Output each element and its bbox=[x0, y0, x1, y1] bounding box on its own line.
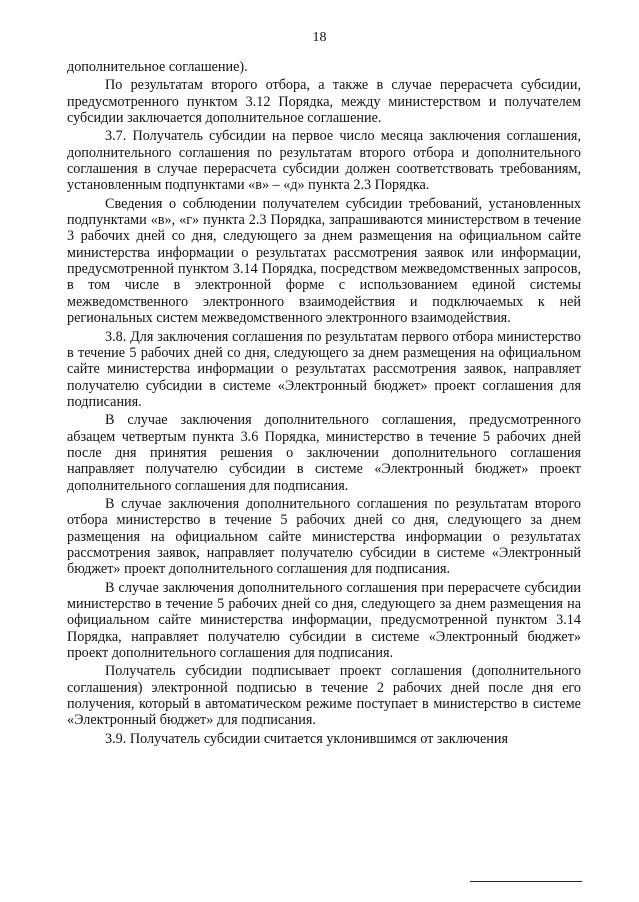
paragraph-additional-agreement-second-selection: В случае заключения дополнительного соглашения по результатам второго отбора министерство в течение 5 рабочих дней со дня, следующего за днем размещения на официальном сайте министерства информации о результатах рассмотрения заявок, направляет получателю субсидии в системе «Электронный бюджет» проект дополнительного соглашения для подписания. bbox=[67, 495, 581, 578]
paragraph-3-7: 3.7. Получатель субсидии на первое число месяца заключения соглашения, дополнительного соглашения по результатам второго отбора и дополнительного соглашения в случае перерасчета субсидии должен соответствовать требованиям, установленным подпунктами «в» – «д» пункта 2.3 Порядка. bbox=[67, 128, 581, 194]
paragraph-3-8: 3.8. Для заключения соглашения по результатам первого отбора министерство в течение 5 рабочих дней со дня, следующего за днем размещения на официальном сайте министерства информации о результатах рассмотрения заявок, направляет получателю субсидии в системе «Электронный бюджет» проект соглашения для подписания. bbox=[67, 328, 581, 410]
document-body bbox=[67, 59, 581, 749]
paragraph-additional-agreement-recalculation: В случае заключения дополнительного соглашения при перерасчете субсидии министерство в течение 5 рабочих дней со дня, следующего за днем размещения на официальном сайте министерства информации, предусмотренной пунктом 3.14 Порядка, направляет получателю субсидии в системе «Электронный бюджет» проект дополнительного соглашения для подписания. bbox=[67, 579, 581, 662]
paragraph-second-selection-agreement: По результатам второго отбора, а также в случае перерасчета субсидии, предусмотренного пунктом 3.12 Порядка, между министерством и получателем субсидии заключается дополнительное соглашение. bbox=[67, 77, 581, 127]
paragraph-continuation: дополнительное соглашение). bbox=[67, 59, 248, 75]
footer-rule bbox=[470, 881, 582, 882]
paragraph-compliance-information: Сведения о соблюдении получателем субсидии требований, установленных подпунктами «в», «г» пункта 2.3 Порядка, запрашиваются министерством в течение 3 рабочих дней со дня, следующего за днем размещения на официальном сайте министерства информации о результатах рассмотрения заявок или информации, предусмотренной пунктом 3.14 Порядка, посредством межведомственных запросов, в том числе в электронной форме с использованием единой системы межведомственного электронного взаимодействия и подключаемых к ней региональных систем межведомственного электронного взаимодействия. bbox=[67, 195, 581, 327]
paragraph-signing: Получатель субсидии подписывает проект соглашения (дополнительного соглашения) электронной подписью в течение 2 рабочих дней после дня его получения, который в автоматическом режиме поступает в министерство в системе «Электронный бюджет» для подписания. bbox=[67, 663, 581, 729]
paragraph-3-9: 3.9. Получатель субсидии считается уклонившимся от заключения bbox=[105, 730, 508, 747]
page-number: 18 bbox=[312, 30, 327, 45]
paragraph-additional-agreement-3-6: В случае заключения дополнительного соглашения, предусмотренного абзацем четвертым пункта 3.6 Порядка, министерство в течение 5 рабочих дней после дня принятия решения о заключении дополнительного соглашения направляет получателю субсидии в системе «Электронный бюджет» проект дополнительного соглашения для подписания. bbox=[67, 412, 581, 494]
